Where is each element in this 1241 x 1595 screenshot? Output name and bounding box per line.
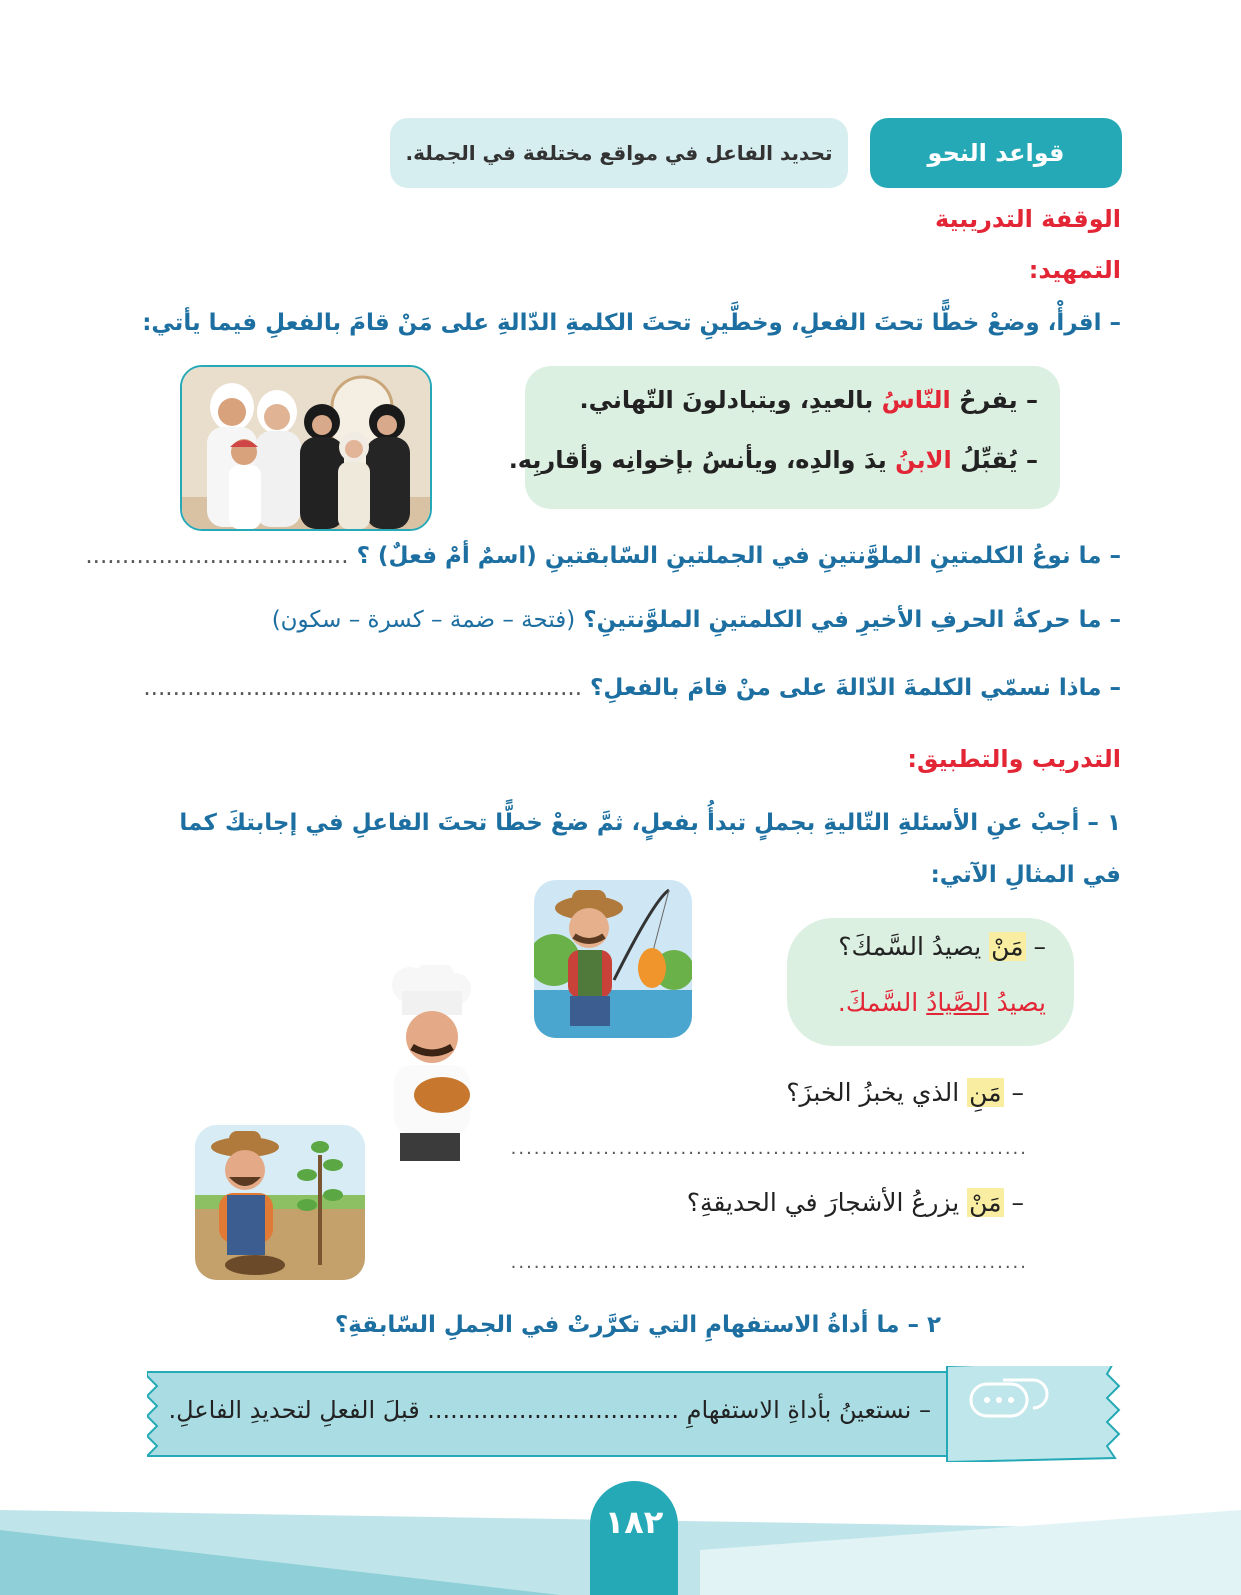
example-subject: الصَّيادُ [926,988,989,1017]
example-answer: يصيدُ الصَّيادُ السَّمكَ. [837,988,1046,1017]
exercise-1-line-1: ١ – أجبْ عنِ الأسئلةِ التّاليةِ بجملٍ تبدأُ بفعلٍ، ثمَّ ضعْ خطًّا تحتَ الفاعلِ في إجابتكَ كما [179,810,1121,836]
question-last-letter: – ما حركةُ الحرفِ الأخيرِ في الكلمتينِ الملوَّنتينِ؟ (فتحة – ضمة – كسرة – سكون) [271,607,1121,633]
sentence-2: – يُقبِّلُ الابنُ يدَ والدِه، ويأنسُ بإخوانِه وأقاربِه. [508,446,1038,474]
speech-bubbles-icon [969,1376,1049,1430]
intro-instruction: – اقرأْ، وضعْ خطًّا تحتَ الفعلِ، وخطَّينِ تحتَ الكلمةِ الدّالةِ على مَنْ قامَ بالفعلِ فيما يأتي: [142,310,1121,336]
page-number: ١٨٢ [590,1481,678,1595]
answer-line: ............................................................ [143,675,583,701]
family-illustration [180,365,432,531]
conclusion-ribbon [147,1366,1127,1462]
answer-line: .................................... [85,543,349,569]
question-trees: – مَنْ يزرعُ الأشجارَ في الحديقةِ؟ [686,1188,1024,1217]
colored-word-1: النّاسُ [881,386,951,414]
vowel-options: (فتحة – ضمة – كسرة – سكون) [271,607,576,633]
ribbon-text: – نستعينُ بأداةِ الاستفهامِ ................................. قبلَ الفعلِ لتحديدِ الفاعلِ. [168,1396,931,1424]
question-word: مَنِ [969,1078,1002,1107]
lesson-badge: قواعد النحو [870,118,1122,188]
farmer-illustration [195,1125,365,1280]
training-stop-heading: الوقفة التدريبية [934,205,1121,233]
fisherman-illustration [534,880,692,1038]
colored-word-2: الابنُ [895,446,952,474]
question-naming: – ماذا نسمّي الكلمةَ الدّالةَ على منْ قامَ بالفعلِ؟ ............................................................ [143,675,1121,701]
example-question: – مَنْ يصيدُ السَّمكَ؟ [838,932,1046,961]
sentence-1: – يفرحُ النّاسُ بالعيدِ، ويتبادلونَ التّهاني. [579,386,1038,414]
chef-illustration [380,965,480,1161]
exercise-1-line-2: في المثالِ الآتي: [930,862,1121,888]
example-bubble [787,918,1074,1046]
exercise-2-question: ٢ – ما أداةُ الاستفهامِ التي تكرَّرتْ في الجملِ السّابقةِ؟ [334,1312,941,1338]
answer-line-trees[interactable]: ................................................................... [510,1252,1028,1273]
intro-heading: التمهيد: [1028,256,1121,284]
question-word-type: – ما نوعُ الكلمتينِ الملوَّنتينِ في الجملتينِ السّابقتينِ (اسمٌ أمْ فعلٌ) ؟ .................................... [85,543,1121,569]
question-bread: – مَنِ الذي يخبزُ الخبزَ؟ [786,1078,1024,1107]
question-word: مَنْ [991,932,1024,961]
lesson-objective: تحديد الفاعل في مواقع مختلفة في الجملة. [390,118,848,188]
question-word: مَنْ [969,1188,1002,1217]
answer-line-bread[interactable]: ................................................................... [510,1138,1028,1159]
practice-heading: التدريب والتطبيق: [907,745,1121,773]
sentences-box [508,366,1060,509]
